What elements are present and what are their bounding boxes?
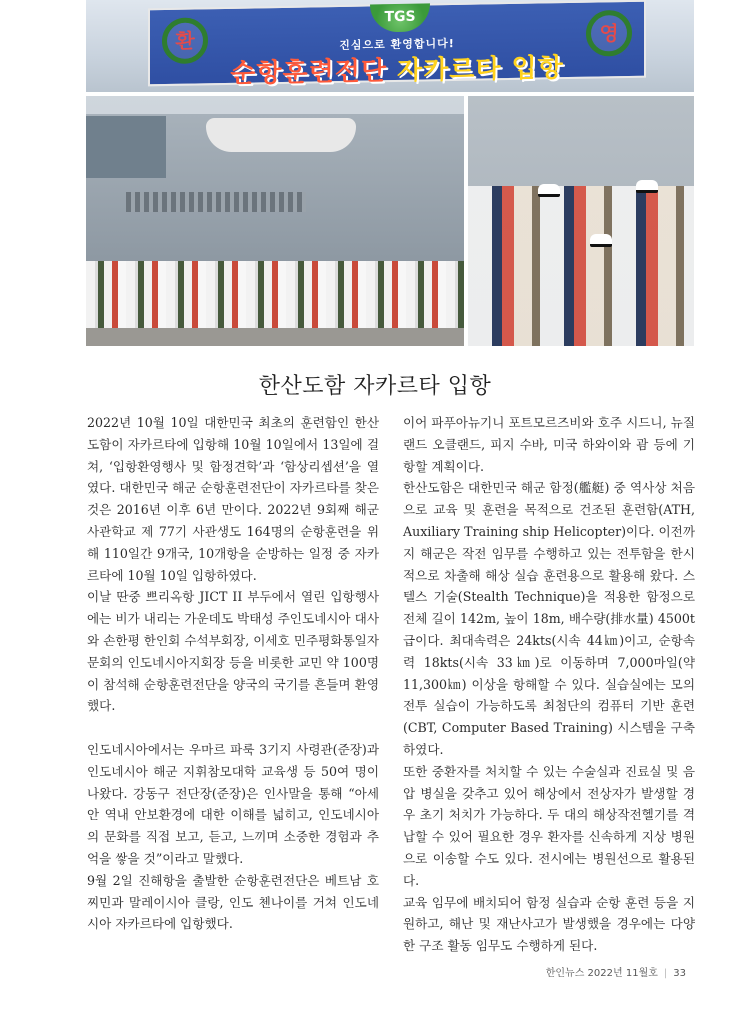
ship-window-shape	[86, 116, 166, 178]
banner-subtitle: 진심으로 환영합니다!	[339, 36, 455, 53]
crowd-shape	[86, 261, 464, 331]
wreath-icon-left: 환	[162, 17, 208, 64]
officer-cap-icon	[590, 234, 612, 247]
article-column-left	[87, 412, 379, 935]
article-column-right	[403, 412, 695, 957]
footer-divider: |	[663, 968, 668, 979]
page-number: 33	[673, 968, 686, 979]
page-footer	[546, 964, 686, 979]
tgs-logo: TGS	[370, 3, 430, 32]
ship-vent-shape	[126, 192, 306, 212]
photo-welcome-banner	[86, 0, 694, 92]
publication-name: 한인뉴스 2022년 11월호	[545, 968, 658, 979]
article-headline: 한산도함 자카르타 입항	[258, 374, 492, 399]
banner-main-yellow: 자카르타 입항	[397, 53, 564, 86]
paragraph: 한산도함은 대한민국 해군 함정(艦艇) 중 역사상 처음으로 교육 및 훈련을 목적으로 건조된 훈련함(ATH, Auxiliary Training ship Helicopter)이다. 이전까지 해군은 작전 임무를 수행하고 있는 전투함을 한시적으로 차출해 해상 실습 훈련용으로 활용해 왔다. 스텔스 기술(Stealth Technique)을 적용한 함정으로 전체 길이 142m, 높이 18m, 배수량(排水量) 4500t급이다. 최대속력은 24kts(시속 44㎞)이고, 순항속력 18kts(시속 33㎞)로 이동하며 7,000마일(약 11,300㎞) 이상을 항해할 수 있다. 실습실에는 모의 전투 실습이 가능하도록 최첨단의 컴퓨터 기반 훈련(CBT, Computer Based Training) 시스템을 구축하였다.	[403, 480, 695, 757]
photo-ship-group	[86, 96, 464, 346]
officer-cap-icon	[636, 180, 658, 193]
banner-main-red: 순항훈련전단	[230, 56, 387, 89]
officer-cap-icon	[538, 184, 560, 197]
paragraph: 이어 파푸아뉴기니 포트모르즈비와 호주 시드니, 뉴질랜드 오클랜드, 피지 수바, 미국 하와이와 괌 등에 기항할 계획이다.	[403, 415, 695, 474]
paragraph: 9월 2일 진해항을 출발한 순항훈련전단은 베트남 호찌민과 말레이시아 클랑, 인도 첸나이를 거쳐 인도네시아 자카르타에 입항했다.	[87, 872, 379, 932]
pier-ground-shape	[86, 328, 464, 346]
paragraph: 인도네시아에서는 우마르 파룩 3기지 사령관(준장)과 인도네시아 해군 지휘참모대학 교육생 등 50여 명이 나왔다. 강동구 전단장(준장)은 인사말을 통해 “아세안 역내 안보환경에 대한 이해를 넓히고, 인도네시아의 문화를 직접 보고, 듣고, 느끼며 소중한 경험과 추억을 쌓을 것”이라고 말했다.	[87, 741, 379, 866]
paragraph: 또한 중환자를 처치할 수 있는 수술실과 진료실 및 음압 병실을 갖추고 있어 해상에서 전상자가 발생할 경우 초기 처치가 가능하다. 두 대의 해상작전헬기를 격납할 수 있어 필요한 경우 환자를 신속하게 지상 병원으로 이송할 수도 있다. 전시에는 병원선으로 활용된다.	[403, 763, 695, 888]
photo-welcome-ceremony	[468, 96, 694, 346]
people-shape	[468, 186, 694, 346]
paragraph: 교육 임무에 배치되어 함정 실습과 순항 훈련 등을 지원하고, 해난 및 재난사고가 발생했을 경우에는 다양한 구조 활동 임무도 수행하게 된다.	[403, 894, 695, 954]
paragraph: 이날 딴중 쁘리옥항 JICT II 부두에서 열린 입항행사에는 비가 내리는 가운데도 박태성 주인도네시아 대사와 손한평 한인회 수석부회장, 이세호 민주평화통일자문회의 인도네시아지회장 등을 비롯한 교민 약 100명이 참석해 순항훈련전단을 양국의 국기를 흔들며 환영했다.	[87, 589, 379, 714]
banner-main-text	[150, 46, 644, 92]
welcome-banner-cloth	[148, 0, 646, 89]
wreath-icon-right: 영	[586, 10, 632, 57]
paragraph: 2022년 10월 10일 대한민국 최초의 훈련함인 한산도함이 자카르타에 입항해 10월 10일에서 13일에 걸쳐, ‘입항환영행사 및 함정견학’과 ‘함상리셉션’을 열였다. 대한민국 해군 순항훈련전단이 자카르타를 찾은 것은 2016년 이후 6년 만이다. 2022년 9회째 해군사관학교 제 77기 사관생도 164명의 순항훈련을 위해 110일간 9개국, 10개항을 순방하는 일정 중 자카르타에 10월 10일 입항하였다.	[87, 415, 379, 583]
lifeboat-shape	[206, 118, 356, 152]
